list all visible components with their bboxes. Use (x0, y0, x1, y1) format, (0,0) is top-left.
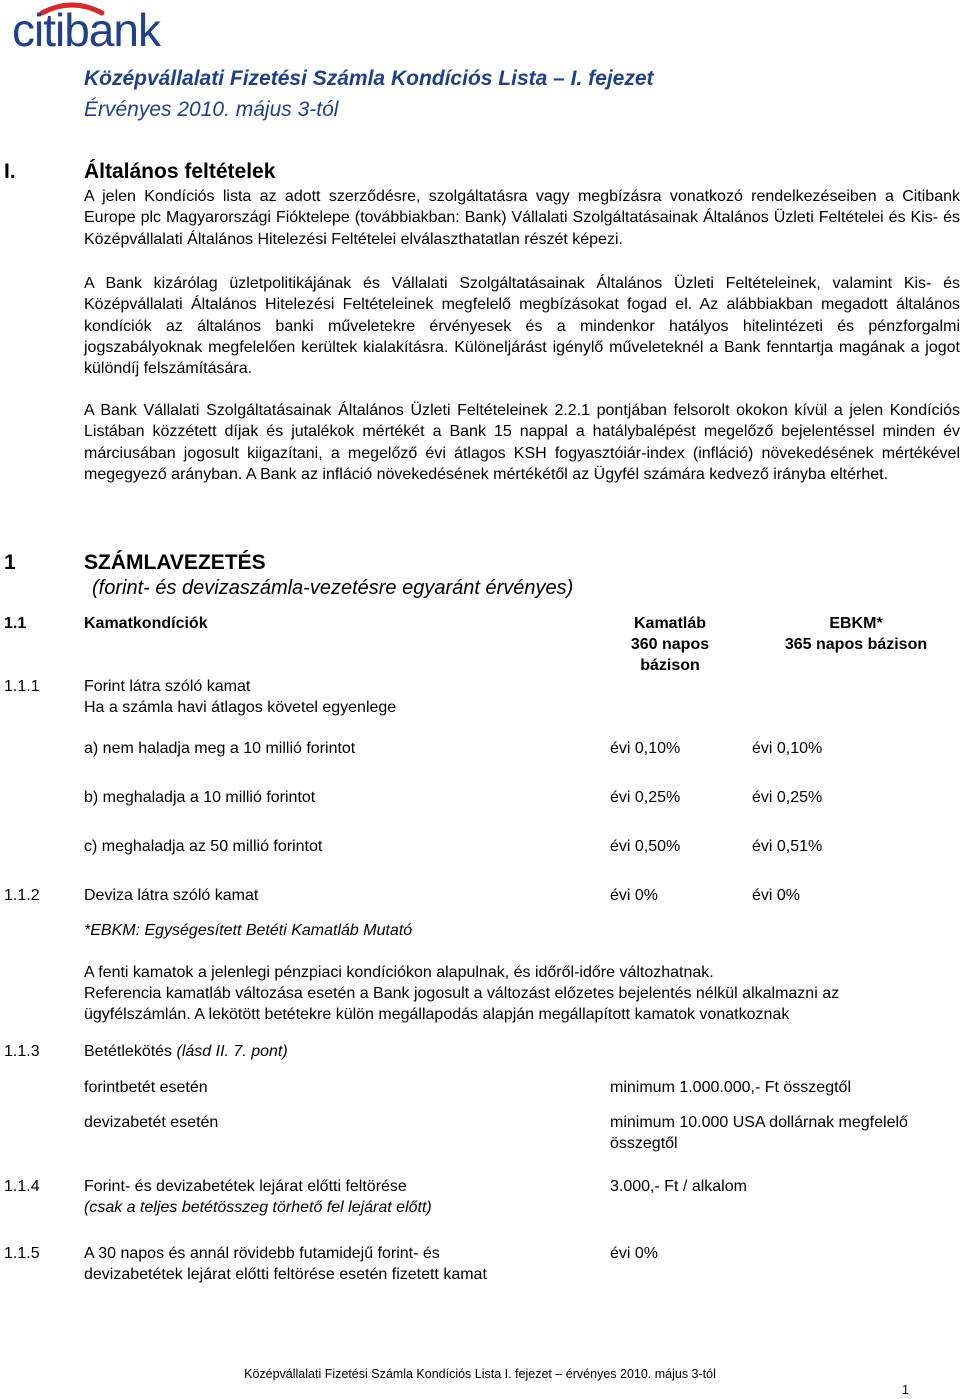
deposit-row-label: devizabetét esetén (84, 1114, 219, 1131)
footnote: *EBKM: Egységesített Betéti Kamatláb Mutató (84, 922, 413, 939)
fee-value: 3.000,- Ft / alkalom (610, 1178, 747, 1195)
col-header-rate-sub: bázison (640, 657, 700, 674)
deposit-row-label: forintbetét esetén (84, 1079, 208, 1096)
item-title: Forint- és devizabetétek lejárat előtti feltörése (84, 1178, 407, 1195)
rate-value: évi 0% (610, 1245, 659, 1262)
note-line: ügyfélszámlán. A lekötött betétekre külön megállapodás alapján megállapított kamatok vonatkoznak (84, 1006, 790, 1023)
section-1-title: SZÁMLAVEZETÉS (84, 551, 266, 574)
section-1-subtitle: (forint- és devizaszámla-vezetésre egyaránt érvényes) (92, 577, 574, 599)
rate-row-rate: évi 0,10% (610, 740, 681, 757)
rate-row-label: b) meghaladja a 10 millió forintot (84, 789, 316, 806)
section-i-number: I. (4, 160, 16, 183)
item-number: 1.1 (4, 615, 27, 632)
page-footer: Középvállalati Fizetési Számla Kondíciós Lista I. fejezet – érvényes 2010. május 3-tól (244, 1367, 716, 1381)
item-title (84, 1041, 288, 1062)
rate-row-ebkm: évi 0,51% (752, 838, 823, 855)
item-title: Deviza látra szóló kamat (84, 887, 259, 904)
note-line: Referencia kamatláb változása esetén a Bank jogosult a változást előzetes bejelentés nélkül alkalmazni az (84, 985, 840, 1002)
deposit-row-value: minimum 1.000.000,- Ft összegtől (610, 1079, 851, 1096)
rate-value: évi 0% (610, 887, 659, 904)
paragraph: A Bank Vállalati Szolgáltatásainak Általános Üzleti Feltételeinek 2.2.1 pontjában felsorolt okokon kívül a jelen Kondíciós Listában közzétett díjak és jutalékok mértékét a Bank 15 nappal a hatálybalépést megelőző bejelentéssel minden év márciusában jogosult kiigazítani, a megelőző évi átlagos KSH fogyasztóiár-index (infláció) növekedésének mértékével megegyező arányban. A Bank az infláció növekedésének mértékétől az Ügyfél számára kedvező irányba eltérhet. (84, 402, 960, 483)
item-label: Betétlekötés (84, 1043, 173, 1060)
item-title: devizabetétek lejárat előtti feltörése esetén fizetett kamat (84, 1266, 487, 1283)
rate-row-rate: évi 0,25% (610, 789, 681, 806)
item-note: (csak a teljes betétösszeg törhető fel lejárat előtt) (84, 1199, 432, 1216)
interest-title: Kamatkondíciók (84, 615, 208, 632)
item-number: 1.1.3 (4, 1043, 40, 1060)
rate-row-rate: évi 0,50% (610, 838, 681, 855)
item-title: A 30 napos és annál rövidebb futamidejű forint- és (84, 1245, 440, 1262)
section-1-number: 1 (4, 551, 16, 574)
section-i-title: Általános feltételek (84, 160, 276, 183)
document-title: Középvállalati Fizetési Számla Kondíciós Lista – I. fejezet (84, 67, 654, 90)
rate-row-ebkm: évi 0,10% (752, 740, 823, 757)
rate-row-ebkm: évi 0,25% (752, 789, 823, 806)
paragraph: A Bank kizárólag üzletpolitikájának és Vállalati Szolgáltatásainak Általános Üzleti Feltételeinek, valamint Kis- és Középvállalati Általános Hitelezési Feltételeinek megfelelő megbízásokat fogad el. Az alábbiakban megadott általános kondíciók az általános banki műveletekre érvényesek és a mindenkor hatályos hitelintézeti és pénzforgalmi jogszabályoknak megfelelően kerültek kialakításra. Különeljárást igénylő műveleteknél a Bank fenntartja magának a jogot különdíj felszámítására. (84, 275, 960, 378)
validity-date: Érvényes 2010. május 3-tól (84, 98, 339, 121)
rate-row-label: a) nem haladja meg a 10 millió forintot (84, 740, 356, 757)
item-number: 1.1.2 (4, 887, 40, 904)
ebkm-value: évi 0% (752, 887, 801, 904)
col-header-rate-sub: 360 napos (630, 636, 710, 653)
citibank-logo (12, 0, 202, 52)
deposit-row-value: minimum 10.000 USA dollárnak megfelelő (610, 1114, 908, 1131)
rate-row-label: c) meghaladja az 50 millió forintot (84, 838, 323, 855)
col-header-ebkm-sub: 365 napos bázison (784, 636, 928, 653)
item-title: Forint látra szóló kamat (84, 678, 251, 695)
deposit-row-value: összegtől (610, 1135, 678, 1152)
item-number: 1.1.1 (4, 678, 40, 695)
svg-text:citibank: citibank (12, 4, 160, 52)
col-header-rate: Kamatláb (633, 615, 707, 632)
page-number: 1 (902, 1383, 909, 1397)
item-number: 1.1.4 (4, 1178, 40, 1195)
item-number: 1.1.5 (4, 1245, 40, 1262)
item-reference: (lásd II. 7. pont) (176, 1043, 288, 1060)
item-subtitle: Ha a számla havi átlagos követel egyenlege (84, 699, 397, 716)
paragraph: A jelen Kondíciós lista az adott szerződésre, szolgáltatásra vagy megbízásra vonatkozó rendelkezéseiben a Citibank Europe plc Magyarországi Fióktelepe (továbbiakban: Bank) Vállalati Szolgáltatásainak Általános Üzleti Feltételei és Kis- és Középvállalati Általános Hitelezési Feltételei elválaszthatatlan részét képezi. (84, 188, 960, 248)
note-line: A fenti kamatok a jelenlegi pénzpiaci kondíciókon alapulnak, és időről-időre változhatnak. (84, 964, 714, 981)
col-header-ebkm: EBKM* (829, 615, 883, 632)
